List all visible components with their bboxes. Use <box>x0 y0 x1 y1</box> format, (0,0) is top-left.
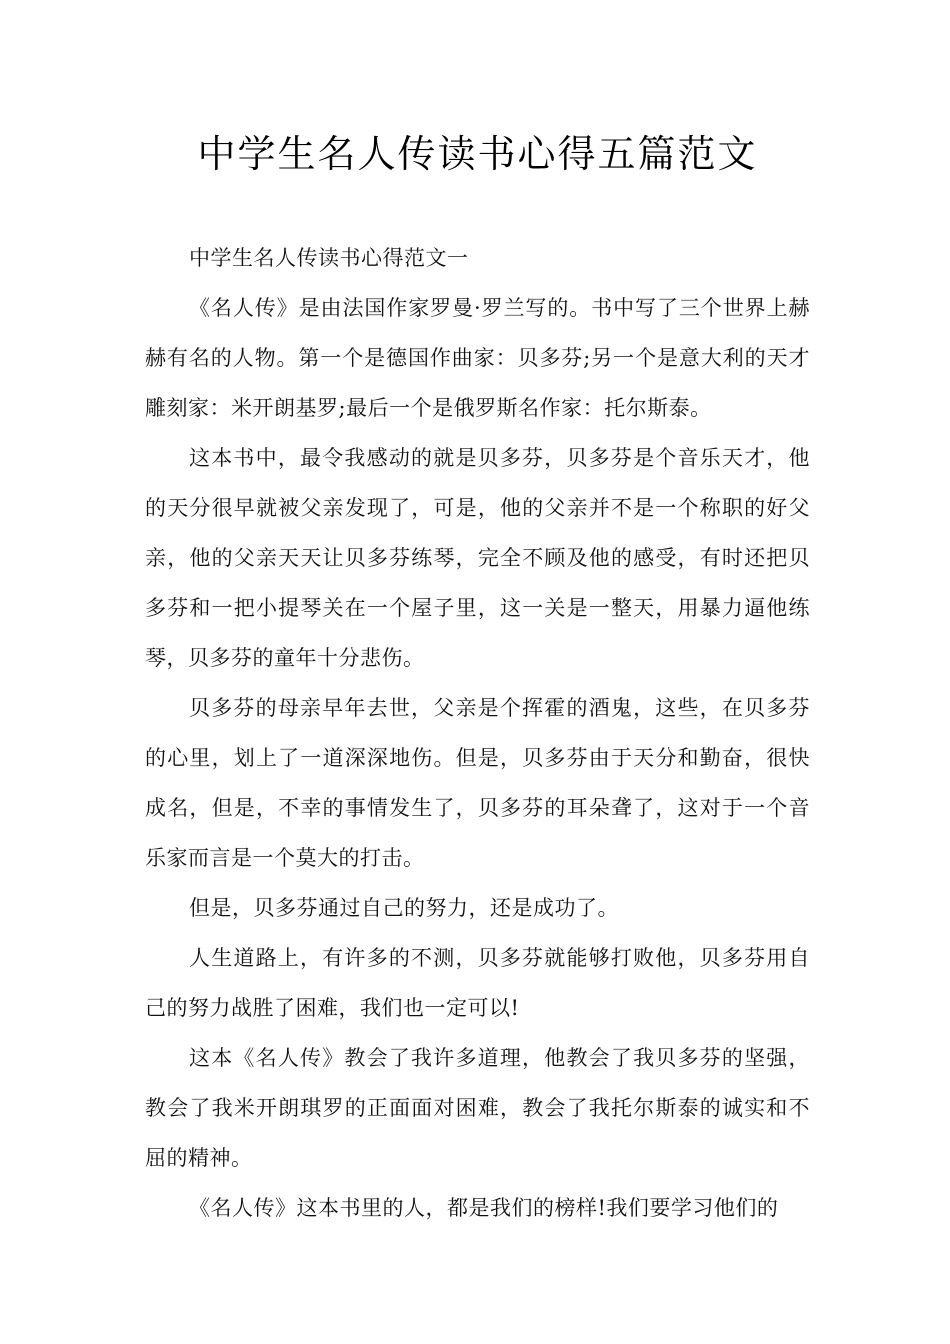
body-paragraph: 《名人传》这本书里的人，都是我们的榜样!我们要学习他们的 <box>189 1196 779 1220</box>
body-paragraph: 这本书中，最令我感动的就是贝多芬，贝多芬是个音乐天才，他的天分很早就被父亲发现了，可是，他的父亲并不是一个称职的好父亲，他的父亲天天让贝多芬练琴，完全不顾及他的感受，有时还把贝多芬和一把小提琴关在一个屋子里，这一关是一整天，用暴力逼他练琴，贝多芬的童年十分悲伤。 <box>145 446 810 670</box>
section-heading: 中学生名人传读书心得范文一 <box>189 246 469 270</box>
body-paragraph: 这本《名人传》教会了我许多道理，他教会了我贝多芬的坚强，教会了我米开朗琪罗的正面面对困难，教会了我托尔斯泰的诚实和不屈的精神。 <box>145 1046 810 1170</box>
body-paragraph: 《名人传》是由法国作家罗曼·罗兰写的。书中写了三个世界上赫赫有名的人物。第一个是德国作曲家：贝多芬;另一个是意大利的天才雕刻家：米开朗基罗;最后一个是俄罗斯名作家：托尔斯泰。 <box>145 296 810 420</box>
body-paragraph: 但是，贝多芬通过自己的努力，还是成功了。 <box>189 896 619 920</box>
document-title: 中学生名人传读书心得五篇范文 <box>197 132 758 176</box>
document-body <box>145 233 810 1233</box>
body-paragraph: 人生道路上，有许多的不测，贝多芬就能够打败他，贝多芬用自己的努力战胜了困难，我们也一定可以! <box>145 946 810 1020</box>
body-paragraph: 贝多芬的母亲早年去世，父亲是个挥霍的酒鬼，这些，在贝多芬的心里，划上了一道深深地伤。但是，贝多芬由于天分和勤奋，很快成名，但是，不幸的事情发生了，贝多芬的耳朵聋了，这对于一个音乐家而言是一个莫大的打击。 <box>145 696 810 870</box>
